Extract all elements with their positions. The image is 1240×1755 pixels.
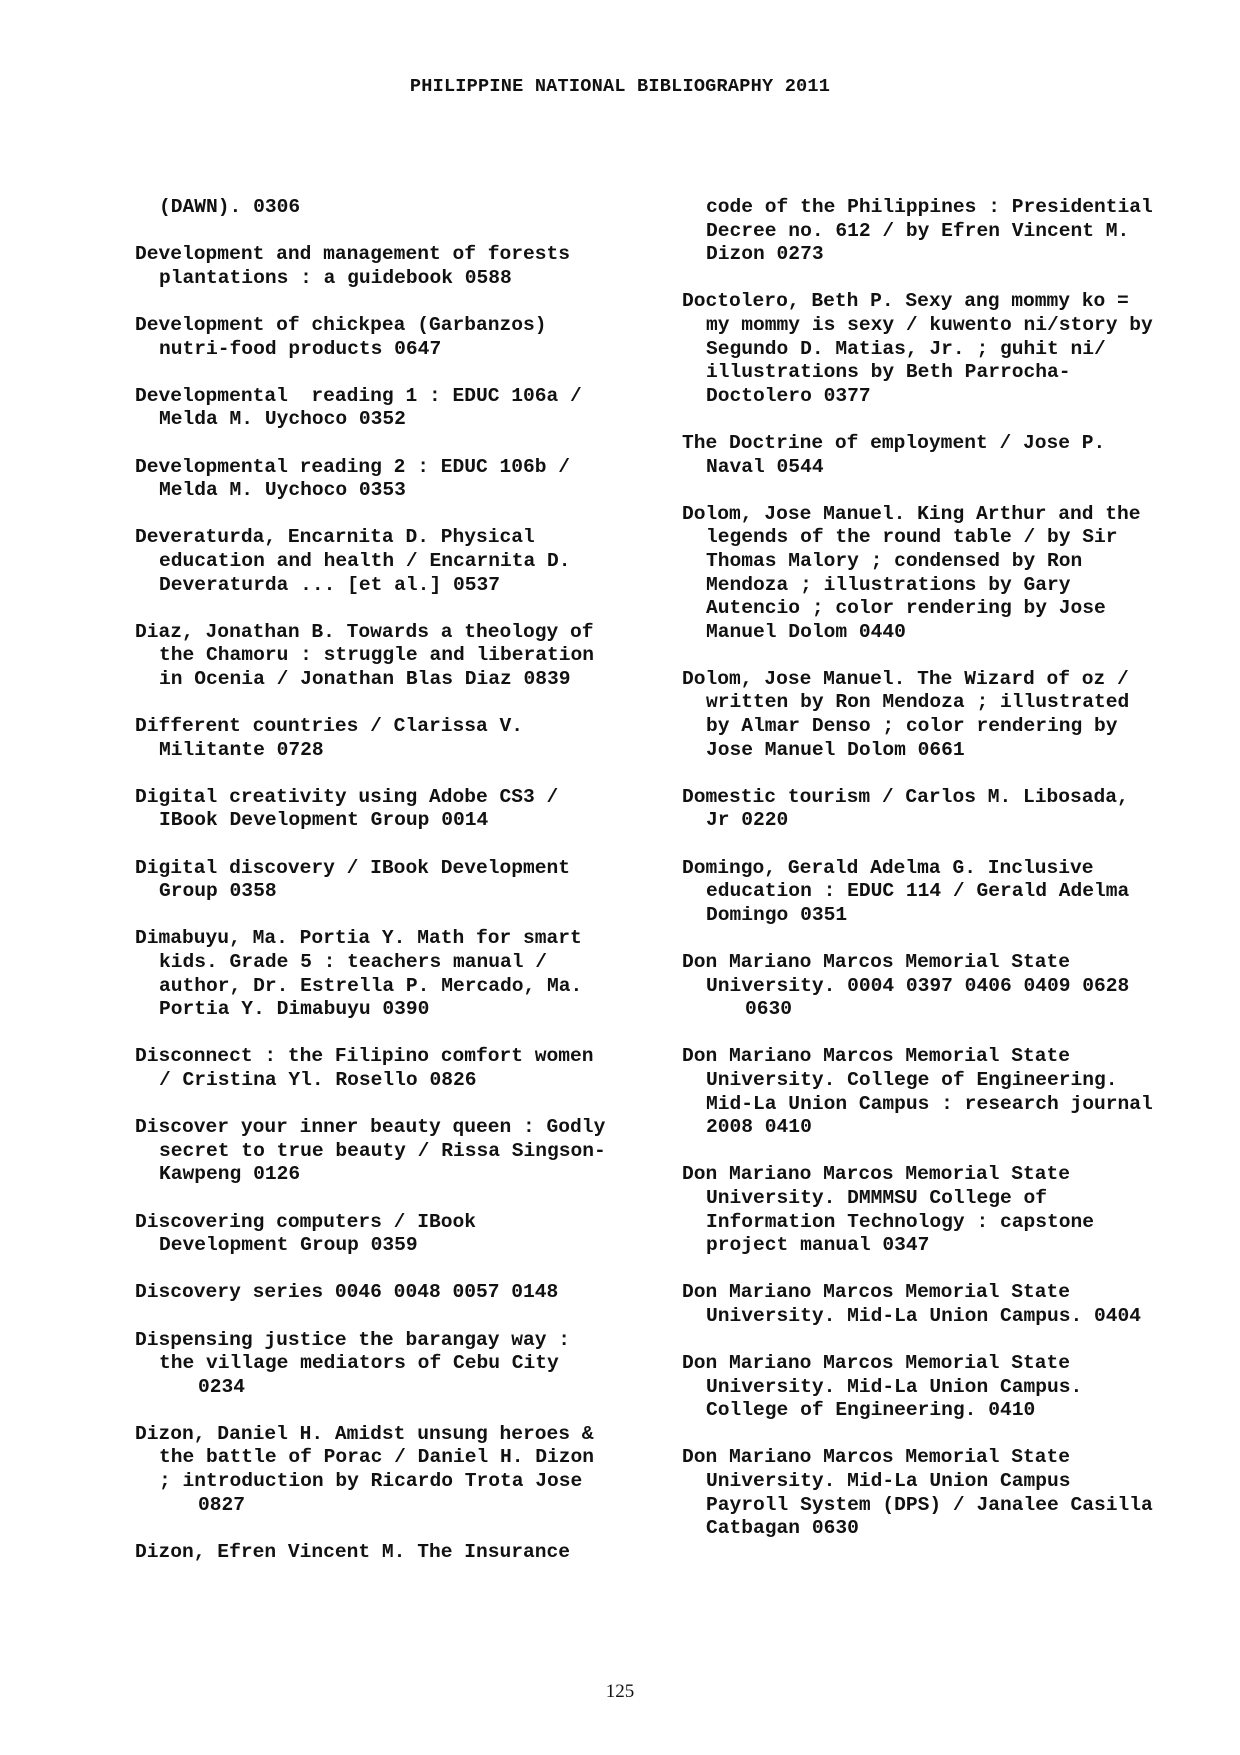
index-entry: [135, 385, 645, 432]
entry-line: author, Dr. Estrella P. Mercado, Ma.: [159, 974, 583, 997]
entry-line: Domestic tourism / Carlos M. Libosada,: [682, 785, 1129, 808]
entry-line: University. 0004 0397 0406 0409 0628: [706, 974, 1130, 997]
entry-line: The Doctrine of employment / Jose P.: [682, 431, 1106, 454]
entry-line: education : EDUC 114 / Gerald Adelma: [706, 880, 1130, 903]
entry-line: Don Mariano Marcos Memorial State: [682, 1446, 1071, 1469]
entry-line: Discovery series 0046 0048 0057 0148: [135, 1281, 559, 1304]
entry-line: plantations : a guidebook 0588: [159, 266, 512, 289]
entry-line: Development and management of forests: [135, 243, 571, 266]
entry-line: Disconnect : the Filipino comfort women: [135, 1045, 594, 1068]
entry-line: written by Ron Mendoza ; illustrated: [706, 691, 1130, 714]
entry-line: legends of the round table / by Sir: [706, 526, 1118, 549]
index-entry: [135, 621, 645, 692]
index-entry: [135, 1281, 645, 1305]
entry-line: Developmental reading 2 : EDUC 106b /: [135, 455, 571, 478]
entry-line: Don Mariano Marcos Memorial State: [682, 1281, 1071, 1304]
entry-line: IBook Development Group 0014: [159, 809, 489, 832]
index-entry: [135, 786, 645, 833]
entry-line: University. Mid-La Union Campus.: [706, 1375, 1083, 1398]
entry-line: Manuel Dolom 0440: [706, 620, 906, 643]
entry-line: Don Mariano Marcos Memorial State: [682, 1163, 1071, 1186]
entry-line: by Almar Denso ; color rendering by: [706, 715, 1118, 738]
entry-line: Dimabuyu, Ma. Portia Y. Math for smart: [135, 927, 582, 950]
entry-line: Autencio ; color rendering by Jose: [706, 597, 1106, 620]
entry-line: Portia Y. Dimabuyu 0390: [159, 998, 430, 1021]
entry-line: Dolom, Jose Manuel. King Arthur and the: [682, 502, 1141, 525]
index-entry: [135, 196, 645, 220]
index-entry: [135, 243, 645, 290]
entry-line: College of Engineering. 0410: [706, 1399, 1036, 1422]
entry-line: project manual 0347: [706, 1234, 930, 1257]
entry-line: Deveraturda ... [et al.] 0537: [159, 573, 500, 596]
entry-line: education and health / Encarnita D.: [159, 549, 571, 572]
entry-line: Group 0358: [159, 880, 277, 903]
entry-line: Jose Manuel Dolom 0661: [706, 738, 965, 761]
index-entry: [135, 1541, 645, 1565]
index-entry: [682, 432, 1202, 479]
entry-line: 0630: [745, 998, 793, 1021]
entry-line: secret to true beauty / Rissa Singson-: [159, 1139, 606, 1162]
index-entry: [135, 1116, 645, 1187]
entry-line: (DAWN). 0306: [159, 196, 301, 218]
index-entry: [135, 1045, 645, 1092]
entry-line: Don Mariano Marcos Memorial State: [682, 1045, 1071, 1068]
index-entry: [135, 715, 645, 762]
index-entry: [135, 1423, 645, 1517]
index-entry: [135, 857, 645, 904]
index-entry: [682, 196, 1202, 267]
entry-line: Discover your inner beauty queen : Godly: [135, 1116, 606, 1139]
index-entry: [682, 290, 1202, 408]
entry-line: Jr 0220: [706, 809, 789, 832]
entry-line: University. Mid-La Union Campus. 0404: [706, 1304, 1142, 1327]
index-entry: [135, 1211, 645, 1258]
entry-line: Developmental reading 1 : EDUC 106a /: [135, 384, 582, 407]
entry-line: Militante 0728: [159, 738, 324, 761]
entry-line: Development Group 0359: [159, 1234, 418, 1257]
index-entry: [682, 1281, 1202, 1328]
index-entry: [682, 951, 1202, 1022]
entry-line: Dolom, Jose Manuel. The Wizard of oz /: [682, 667, 1129, 690]
entry-line: nutri-food products 0647: [159, 337, 442, 360]
entry-line: Payroll System (DPS) / Janalee Casilla: [706, 1493, 1153, 1516]
entry-line: 0234: [198, 1375, 246, 1398]
entry-line: Domingo, Gerald Adelma G. Inclusive: [682, 856, 1094, 879]
entry-line: Discovering computers / IBook: [135, 1210, 476, 1233]
left-column: [135, 196, 645, 1588]
index-entry: [682, 1163, 1202, 1257]
entry-line: 0827: [198, 1493, 246, 1516]
entry-line: ; introduction by Ricardo Trota Jose: [159, 1470, 583, 1493]
entry-line: Segundo D. Matias, Jr. ; guhit ni/: [706, 337, 1106, 360]
entry-line: illustrations by Beth Parrocha-: [706, 361, 1071, 384]
entry-line: the village mediators of Cebu City: [159, 1352, 559, 1375]
entry-line: / Cristina Yl. Rosello 0826: [159, 1068, 477, 1091]
entry-line: Dizon, Daniel H. Amidst unsung heroes &: [135, 1422, 594, 1445]
entry-line: Different countries / Clarissa V.: [135, 715, 524, 738]
entry-line: kids. Grade 5 : teachers manual /: [159, 951, 548, 973]
entry-line: Deveraturda, Encarnita D. Physical: [135, 526, 535, 549]
entry-line: 2008 0410: [706, 1116, 812, 1139]
entry-line: the battle of Porac / Daniel H. Dizon: [159, 1446, 595, 1469]
index-entry: [135, 456, 645, 503]
entry-line: Dispensing justice the barangay way :: [135, 1328, 571, 1351]
index-entry: [682, 857, 1202, 928]
entry-line: Doctolero, Beth P. Sexy ang mommy ko =: [682, 290, 1129, 313]
entry-line: Thomas Malory ; condensed by Ron: [706, 549, 1083, 572]
entry-line: Information Technology : capstone: [706, 1210, 1095, 1233]
entry-line: my mommy is sexy / kuwento ni/story by: [706, 313, 1153, 336]
entry-line: Digital creativity using Adobe CS3 /: [135, 785, 559, 808]
index-entry: [682, 668, 1202, 762]
index-entry: [682, 1446, 1202, 1540]
entry-line: Development of chickpea (Garbanzos): [135, 313, 547, 336]
entry-line: Mendoza ; illustrations by Gary: [706, 573, 1071, 596]
entry-line: Don Mariano Marcos Memorial State: [682, 951, 1071, 973]
entry-line: University. DMMMSU College of: [706, 1186, 1047, 1209]
index-entry: [682, 503, 1202, 645]
entry-line: Mid-La Union Campus : research journal: [706, 1092, 1153, 1115]
entry-line: Doctolero 0377: [706, 384, 871, 407]
entry-line: Kawpeng 0126: [159, 1163, 301, 1186]
page-number: 125: [605, 1681, 635, 1702]
entry-line: code of the Philippines : Presidential: [706, 196, 1153, 218]
entry-line: Melda M. Uychoco 0352: [159, 408, 406, 431]
index-entry: [135, 526, 645, 597]
index-entry: [135, 1329, 645, 1400]
entry-line: Dizon, Efren Vincent M. The Insurance: [135, 1540, 571, 1563]
entry-line: Melda M. Uychoco 0353: [159, 479, 406, 502]
entry-line: Dizon 0273: [706, 243, 824, 266]
entry-line: Domingo 0351: [706, 903, 848, 926]
index-entry: [682, 1045, 1202, 1139]
index-entry: [682, 1352, 1202, 1423]
entry-line: Digital discovery / IBook Development: [135, 856, 571, 879]
entry-line: Diaz, Jonathan B. Towards a theology of: [135, 620, 594, 643]
entry-line: Naval 0544: [706, 455, 824, 478]
page-header: PHILIPPINE NATIONAL BIBLIOGRAPHY 2011: [409, 76, 831, 97]
entry-line: the Chamoru : struggle and liberation: [159, 644, 595, 667]
entry-line: Don Mariano Marcos Memorial State: [682, 1352, 1071, 1375]
entry-line: University. College of Engineering.: [706, 1068, 1118, 1091]
right-column: [682, 196, 1202, 1564]
index-entry: [135, 314, 645, 361]
entry-line: Catbagan 0630: [706, 1517, 859, 1540]
index-entry: [135, 927, 645, 1021]
index-entry: [682, 786, 1202, 833]
entry-line: Decree no. 612 / by Efren Vincent M.: [706, 219, 1130, 242]
entry-line: in Ocenia / Jonathan Blas Diaz 0839: [159, 667, 571, 690]
entry-line: University. Mid-La Union Campus: [706, 1470, 1071, 1493]
